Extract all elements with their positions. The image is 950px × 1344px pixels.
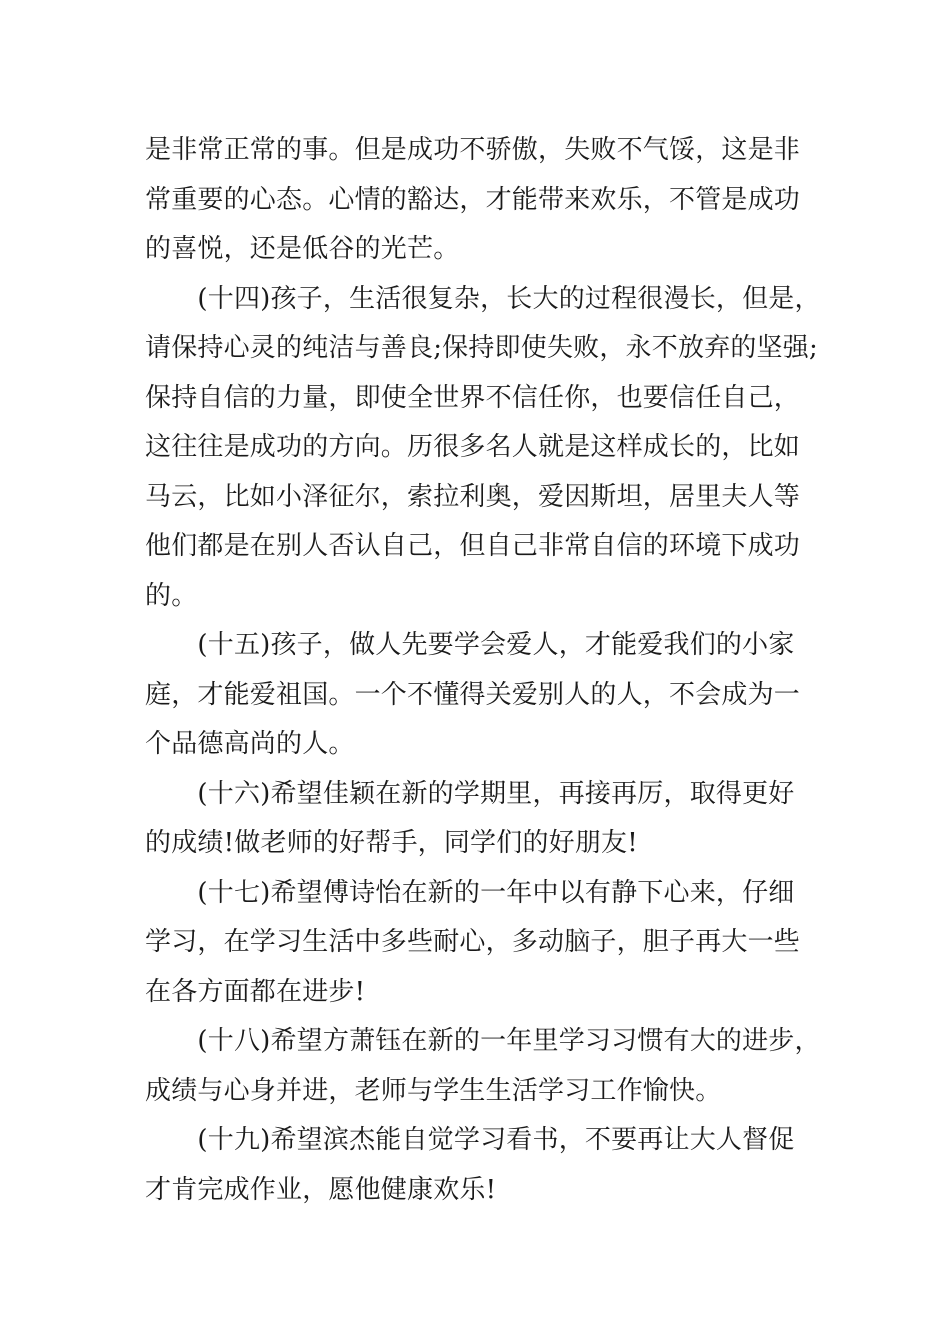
text-line: 是非常正常的事。但是成功不骄傲，失败不气馁，这是非 <box>145 135 801 165</box>
text-line: (十四)孩子，生活很复杂，长大的过程很漫长，但是， <box>145 283 821 314</box>
paragraph-p16 <box>145 770 825 869</box>
text-line: 学习，在学习生活中多些耐心，多动脑子，胆子再大一些 <box>145 927 801 957</box>
text-line: (十七)希望傅诗怡在新的一年中以有静下心来，仔细 <box>145 877 795 908</box>
text-line: 的成绩!做老师的好帮手，同学们的好朋友! <box>145 828 638 858</box>
text-line: 这往往是成功的方向。历很多名人就是这样成长的，比如 <box>145 432 801 462</box>
text-line: 保持自信的力量，即使全世界不信任你，也要信任自己， <box>145 382 801 413</box>
text-line: 请保持心灵的纯洁与善良;保持即使失败，永不放弃的坚强; <box>145 333 818 363</box>
text-line: (十九)希望滨杰能自觉学习看书，不要再让大人督促 <box>145 1125 795 1155</box>
text-line: (十五)孩子，做人先要学会爱人，才能爱我们的小家 <box>145 630 795 660</box>
paragraph-p17 <box>145 869 825 1018</box>
text-line: (十八)希望方萧钰在新的一年里学习习惯有大的进步， <box>145 1026 821 1056</box>
text-line: 马云，比如小泽征尔，索拉利奥，爱因斯坦，居里夫人等 <box>145 481 801 512</box>
text-line: 在各方面都在进步! <box>145 976 366 1007</box>
text-line: 个品德高尚的人。 <box>145 729 355 759</box>
paragraph-p18 <box>145 1017 825 1116</box>
paragraph-p19 <box>145 1116 825 1215</box>
text-line: 成绩与心身并进，老师与学生生活学习工作愉快。 <box>145 1075 722 1106</box>
paragraph-p13-continued <box>145 126 825 275</box>
paragraph-p14 <box>145 275 825 622</box>
document-body <box>145 126 825 1215</box>
text-line: 的。 <box>145 580 198 611</box>
paragraph-p15 <box>145 621 825 770</box>
text-line: 常重要的心态。心情的豁达，才能带来欢乐，不管是成功 <box>145 184 801 215</box>
text-line: 才肯完成作业，愿他健康欢乐! <box>145 1174 497 1205</box>
text-line: (十六)希望佳颖在新的学期里，再接再厉，取得更好 <box>145 778 795 809</box>
text-line: 庭，才能爱祖国。一个不懂得关爱别人的人，不会成为一 <box>145 679 801 710</box>
text-line: 他们都是在别人否认自己，但自己非常自信的环境下成功 <box>145 531 801 561</box>
text-line: 的喜悦，还是低谷的光芒。 <box>145 234 460 264</box>
